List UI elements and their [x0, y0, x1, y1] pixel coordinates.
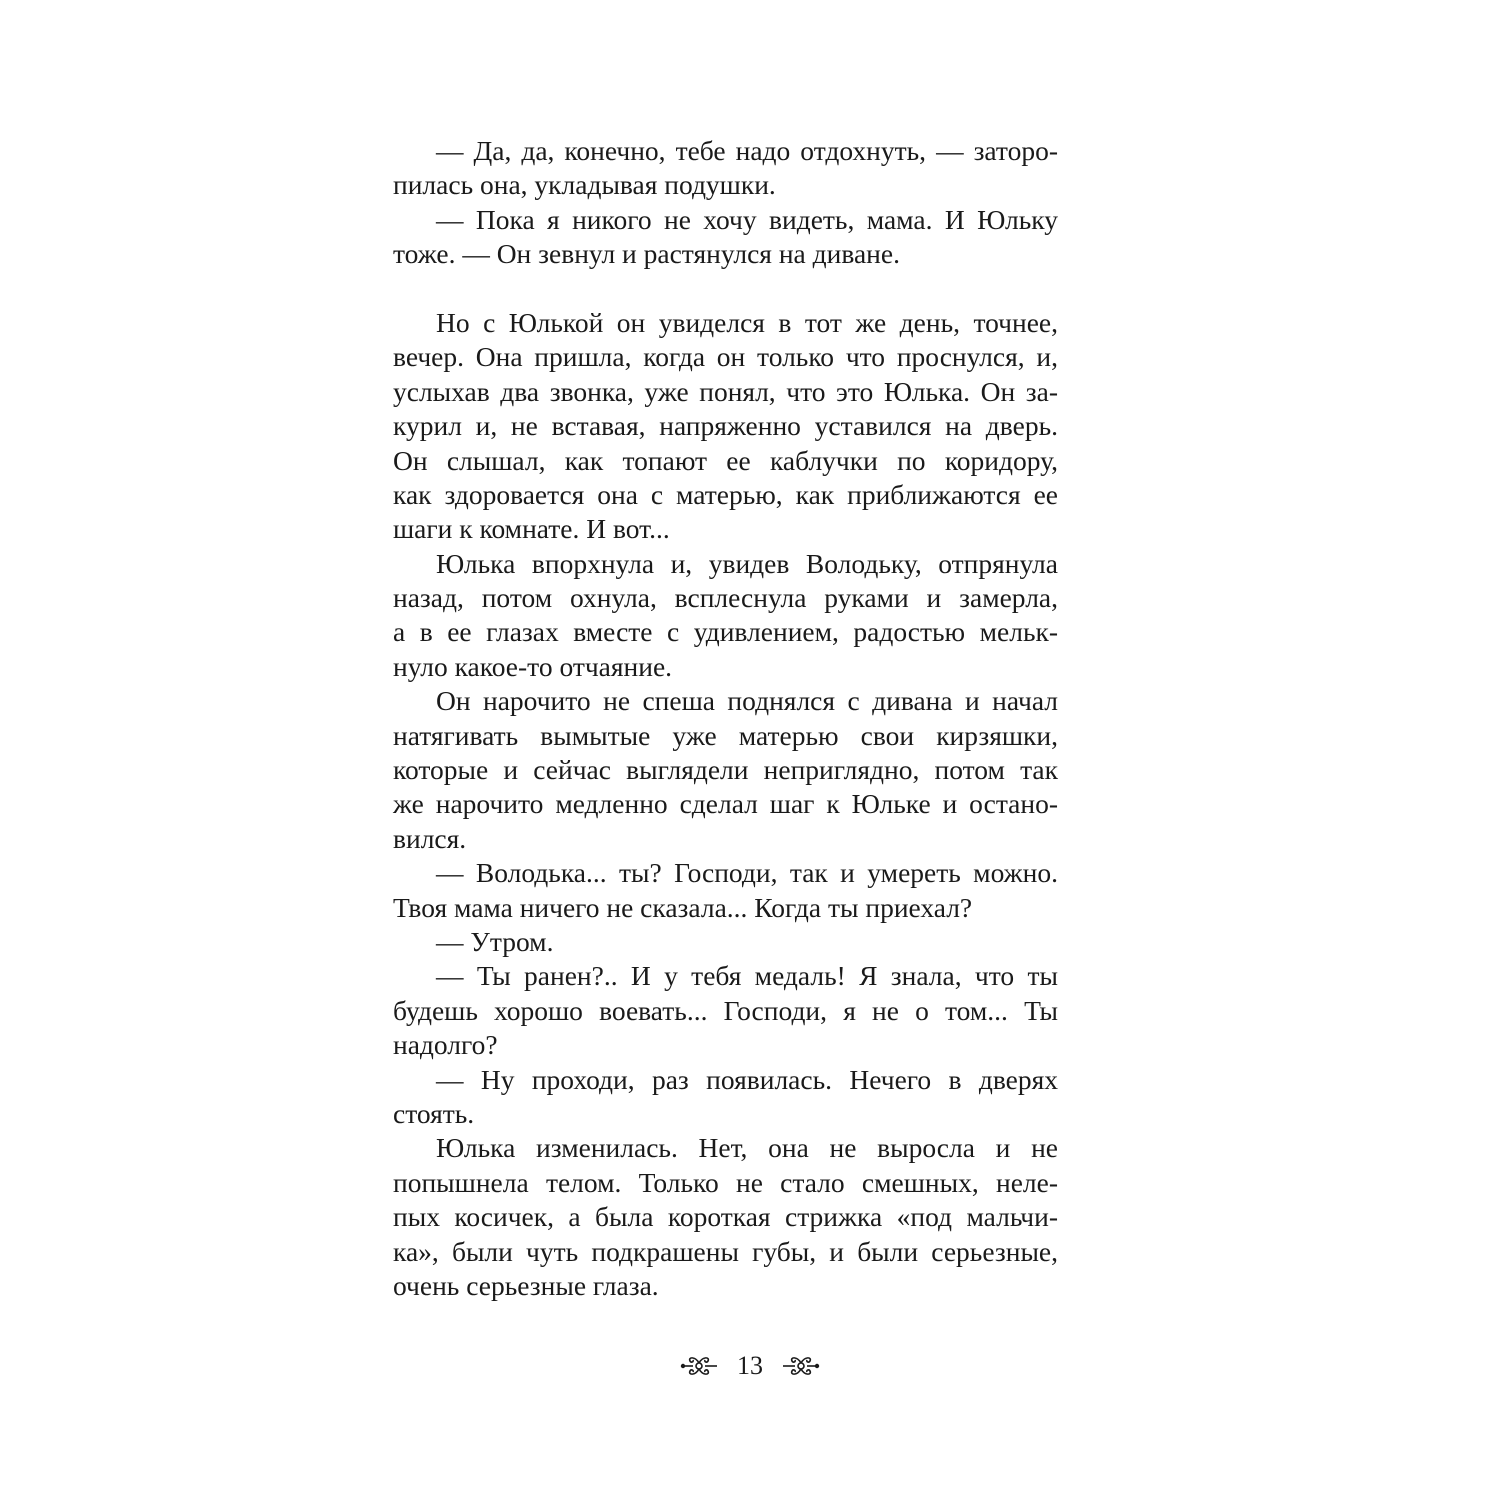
- text-line: — Пока я никого не хочу видеть, мама. И Юльку: [436, 203, 1058, 235]
- text-line: курил и, не вставая, напряженно уставился на дверь.: [393, 410, 1058, 442]
- flourish-ornament-left-icon: [679, 1354, 719, 1378]
- text-line: как здоровается она с матерью, как приближаются ее: [393, 478, 1058, 510]
- page-body: [393, 134, 1058, 1303]
- text-line: а в ее глазах вместе с удивлением, радостью мельк-: [393, 616, 1058, 648]
- text-line: услыхав два звонка, уже понял, что это Юлька. Он за-: [393, 375, 1058, 407]
- text-line: пых косичек, а была короткая стрижка «под мальчи-: [393, 1201, 1058, 1233]
- flourish-ornament-right-icon: [781, 1354, 821, 1378]
- text-line: Но с Юлькой он увиделся в тот же день, точнее,: [436, 306, 1058, 338]
- text-line: тоже. — Он зевнул и растянулся на диване.: [393, 238, 900, 270]
- text-line: Твоя мама ничего не сказала... Когда ты приехал?: [393, 891, 973, 923]
- text-line: — Володька... ты? Господи, так и умереть можно.: [436, 857, 1058, 889]
- text-line: нуло какое-то отчаяние.: [393, 650, 673, 682]
- page-number: 13: [737, 1351, 763, 1380]
- text-line: вечер. Она пришла, когда он только что проснулся, и,: [393, 341, 1058, 373]
- text-line: — Ты ранен?.. И у тебя медаль! Я знала, что ты: [436, 960, 1058, 992]
- section-break: [393, 272, 1058, 306]
- text-line: натягивать вымытые уже матерью свои кирзяшки,: [393, 719, 1058, 751]
- text-line: Юлька изменилась. Нет, она не выросла и не: [436, 1132, 1058, 1164]
- text-line: же нарочито медленно сделал шаг к Юльке и остано-: [393, 788, 1058, 820]
- text-line: которые и сейчас выглядели неприглядно, потом так: [393, 754, 1058, 786]
- text-line: стоять.: [393, 1097, 475, 1129]
- text-line: назад, потом охнула, всплеснула руками и замерла,: [393, 582, 1058, 614]
- text-line: попышнела телом. Только не стало смешных, неле-: [393, 1166, 1058, 1198]
- text-line: ка», были чуть подкрашены губы, и были серьезные,: [393, 1235, 1058, 1267]
- text-line: — Да, да, конечно, тебе надо отдохнуть, — заторо-: [436, 135, 1058, 166]
- text-line: — Ну проходи, раз появилась. Нечего в дверях: [436, 1063, 1058, 1095]
- text-line: Юлька впорхнула и, увидев Володьку, отпрянула: [436, 547, 1058, 579]
- text-line: — Утром.: [436, 925, 554, 957]
- page-footer: [0, 1346, 1500, 1386]
- text-line: вился.: [393, 822, 467, 854]
- text-line: надолго?: [393, 1029, 498, 1061]
- text-line: Он нарочито не спеша поднялся с дивана и начал: [436, 685, 1058, 717]
- text-line: пилась она, укладывая подушки.: [393, 169, 776, 201]
- text-line: Он слышал, как топают ее каблучки по коридору,: [393, 444, 1058, 476]
- text-line: очень серьезные глаза.: [393, 1269, 659, 1301]
- text-line: будешь хорошо воевать... Господи, я не о том... Ты: [393, 994, 1058, 1026]
- text-line: шаги к комнате. И вот...: [393, 513, 670, 545]
